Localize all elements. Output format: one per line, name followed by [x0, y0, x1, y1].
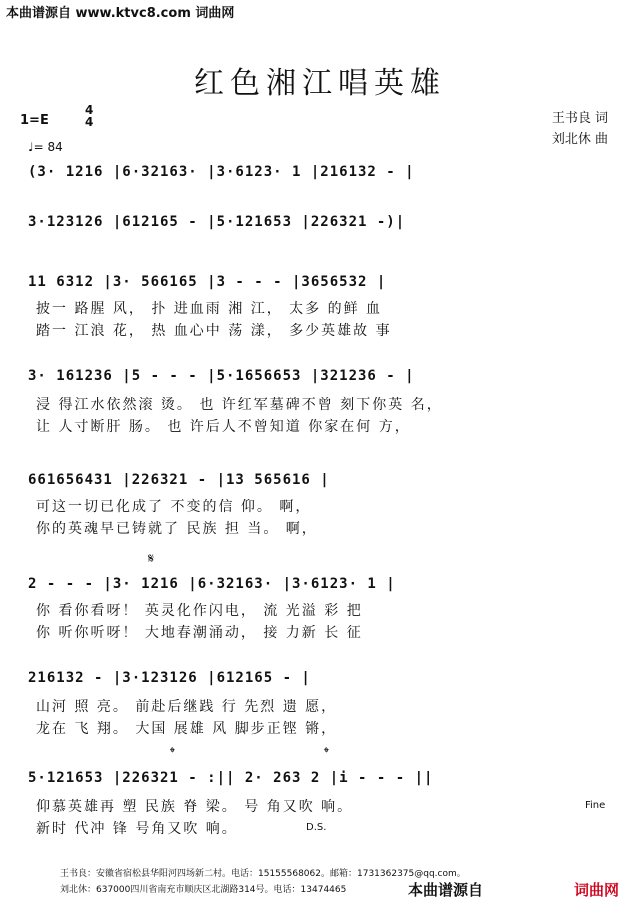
footer-line-1: 王书良：安徽省宿松县华阳河四场新二村。电话：15155568062。邮箱：1731362375@qq.com。: [60, 869, 466, 879]
system-7-lyrics-verse-2: 龙在 飞 翔。 大国 展雄 风 脚步正铿 锵，: [36, 721, 338, 737]
system-8-notes: 5·121653 |226321 - :|| 2· 263 2 |i - - - ||: [28, 770, 434, 786]
system-3-lyrics-verse-2: 踏一 江浪 花， 热 血心中 荡 漾， 多少英雄故 事: [36, 323, 392, 339]
system-6-notes: 2 - - - |3· 1216 |6·32163· |3·6123· 1 |: [28, 576, 396, 592]
system-8-lyrics-verse-2: 新时 代冲 锋 号角又吹 响。: [36, 821, 238, 837]
coda-sign-2: 𝄌: [324, 745, 329, 761]
footer-logo-brand: 词曲网: [574, 881, 620, 899]
system-3-notes: 11 6312 |3· 566165 |3 - - - |3656532 |: [28, 274, 387, 290]
system-7-lyrics-verse-1: 山河 照 亮。 前赴后继践 行 先烈 遗 愿，: [36, 699, 338, 715]
footer-line-2: 刘北休：637000四川省南充市顺庆区北湖路314号。电话：13474465: [60, 885, 347, 895]
system-4-lyrics-verse-1: 浸 得江水依然滚 烫。 也 许红军墓碑不曾 刻下你英 名，: [36, 397, 443, 413]
system-5-lyrics-verse-2: 你的英魂早已铸就了 民族 担 当。 啊，: [36, 521, 318, 537]
footer-logo-text: 本曲谱源自: [408, 881, 484, 899]
system-8-lyrics-verse-1: 仰慕英雄再 塑 民族 脊 梁。 号 角又吹 响。: [36, 799, 354, 815]
lyricist-credit: 王书良 词: [551, 111, 608, 126]
system-4-notes: 3· 161236 |5 - - - |5·1656653 |321236 - |: [28, 368, 415, 384]
coda-sign-1: 𝄌: [170, 745, 175, 761]
system-3-lyrics-verse-1: 披一 路腥 风， 扑 进血雨 湘 江， 太多 的鲜 血: [36, 301, 383, 317]
song-title: 红色湘江唱英雄: [194, 66, 446, 101]
ds-marking: D.S.: [306, 822, 327, 833]
time-signature: [85, 104, 93, 128]
time-signature-top: 4: [85, 103, 94, 117]
system-6-lyrics-verse-1: 你 看你看呀！ 英灵化作闪电， 流 光溢 彩 把: [36, 603, 363, 619]
system-7-notes: 216132 - |3·123126 |612165 - |: [28, 670, 311, 686]
segno-sign: 𝄋: [148, 551, 155, 567]
fine-marking: Fine: [585, 800, 606, 811]
system-2-notes: 3·123126 |612165 - |5·121653 |226321 -)|: [28, 214, 406, 230]
system-1-notes: (3· 1216 |6·32163· |3·6123· 1 |216132 - |: [28, 164, 415, 180]
system-5-notes: 661656431 |226321 - |13 565616 |: [28, 472, 330, 488]
time-signature-bottom: 4: [85, 115, 94, 129]
tempo-marking: ♩= 84: [28, 140, 63, 154]
system-6-lyrics-verse-2: 你 听你听呀！ 大地春潮涌动， 接 力新 长 征: [36, 625, 363, 641]
system-4-lyrics-verse-2: 让 人寸断肝 肠。 也 许后人不曾知道 你家在何 方，: [36, 419, 411, 435]
system-5-lyrics-verse-1: 可这一切已化成了 不变的信 仰。 啊，: [36, 499, 312, 515]
key-signature: 1=E: [20, 113, 49, 128]
header-watermark: 本曲谱源自 www.ktvc8.com 词曲网: [6, 6, 235, 21]
composer-credit: 刘北休 曲: [551, 132, 608, 147]
